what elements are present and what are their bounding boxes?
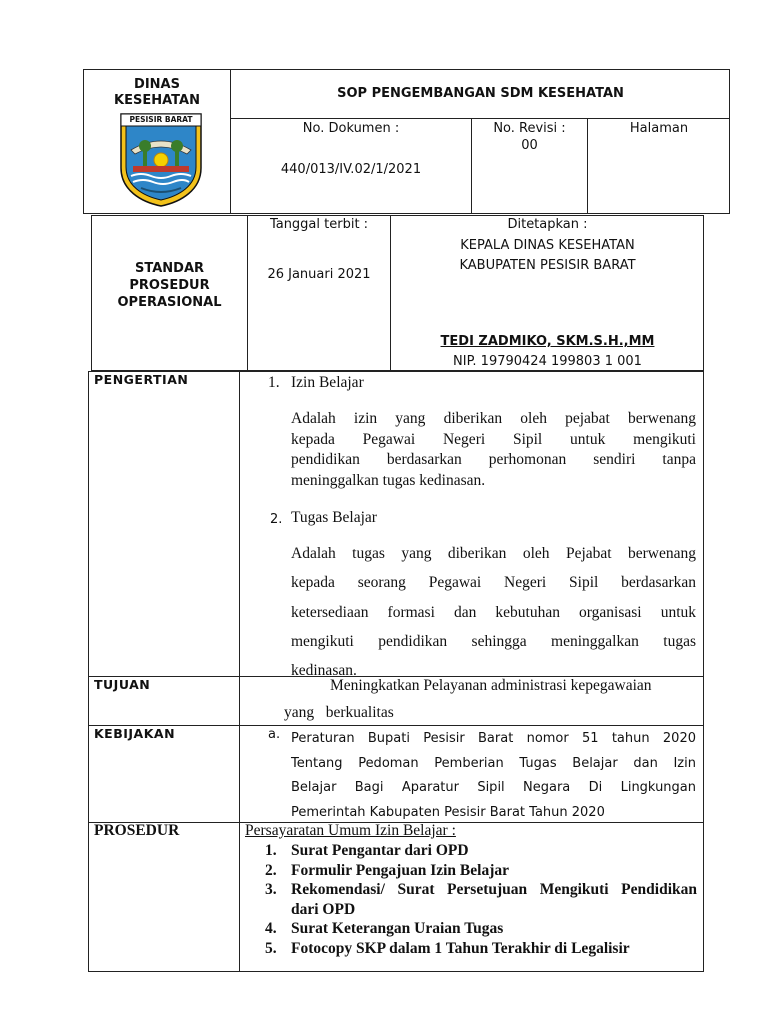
- sop-divider-label: [247, 215, 248, 371]
- sop-label-line-2: PROSEDUR: [129, 278, 210, 293]
- list-item: [265, 841, 697, 861]
- issue-date-label: Tanggal terbit :: [269, 217, 369, 232]
- kebijakan-label: KEBIJAKAN: [94, 726, 176, 741]
- izin-belajar-line-3: pendidikan berdasarkan perhomonan sendiri tanpa: [291, 451, 696, 468]
- page-label: Halaman: [629, 121, 689, 136]
- pengertian-item-2-title: Tugas Belajar: [291, 509, 377, 526]
- list-item-text: Surat Keterangan Uraian Tugas: [291, 920, 504, 937]
- set-by-line-1: KEPALA DINAS KESEHATAN: [460, 238, 635, 253]
- tugas-belajar-line-5: kedinasan.: [291, 662, 357, 680]
- tujuan-line-1: Meningkatkan Pelayanan administrasi kepegawaian: [330, 677, 652, 694]
- kebijakan-line-3: Belajar Bagi Aparatur Sipil Negara Di Lingkungan: [291, 780, 696, 795]
- prosedur-list: [265, 841, 697, 958]
- list-item-number: 4.: [265, 920, 277, 937]
- list-item-text: Surat Pengantar dari OPD: [291, 842, 469, 859]
- signer-nip: NIP. 19790424 199803 1 001: [453, 354, 642, 369]
- kebijakan-item-body: [291, 727, 696, 825]
- list-item: [265, 939, 697, 959]
- tugas-belajar-line-1: Adalah tugas yang diberikan oleh Pejabat berwenang: [291, 545, 696, 562]
- tujuan-line-2: yang berkualitas: [284, 704, 394, 721]
- kebijakan-line-4: Pemerintah Kabupaten Pesisir Barat Tahun 2020: [291, 804, 605, 820]
- set-by-line-2: KABUPATEN PESISIR BARAT: [459, 258, 636, 273]
- doc-number-value: 440/013/IV.02/1/2021: [280, 162, 422, 177]
- pengertian-label: PENGERTIAN: [94, 372, 189, 387]
- list-item-text: Formulir Pengajuan Izin Belajar: [291, 861, 509, 879]
- kebijakan-item-letter: a.: [268, 727, 281, 742]
- tugas-belajar-line-2: kepada seorang Pegawai Negeri Sipil berdasarkan: [291, 574, 696, 592]
- list-item-text: Fotocopy SKP dalam 1 Tahun Terakhir di Legalisir: [291, 939, 630, 957]
- list-item-text-line-1: Rekomendasi/ Surat Persetujuan Mengikuti Pendidikan: [291, 881, 697, 898]
- pengertian-item-2-body: [291, 539, 696, 685]
- tujuan-label: TUJUAN: [94, 677, 151, 692]
- prosedur-label: PROSEDUR: [94, 822, 180, 839]
- list-item-text: [291, 880, 697, 919]
- list-item-text-line-2: dari OPD: [291, 900, 356, 918]
- list-item-number: 1.: [265, 842, 277, 859]
- row-divider-kebijakan: [88, 725, 704, 726]
- signer-name: TEDI ZADMIKO, SKM.S.H.,MM: [440, 334, 655, 349]
- kebijakan-line-2: Tentang Pedoman Pemberian Tugas Belajar dan Izin: [291, 755, 696, 771]
- sop-label-line-3: OPERASIONAL: [117, 295, 222, 310]
- agency-line-2: KESEHATAN: [114, 93, 200, 108]
- header-divider-title: [230, 118, 730, 119]
- list-item: [265, 880, 697, 919]
- izin-belajar-line-2: kepada Pegawai Negeri Sipil untuk mengikuti: [291, 430, 696, 448]
- revision-label: No. Revisi :: [493, 121, 566, 136]
- pengertian-item-2-number: 2.: [270, 512, 283, 527]
- list-item: [265, 919, 697, 939]
- document-title: SOP PENGEMBANGAN SDM KESEHATAN: [337, 86, 624, 101]
- tugas-belajar-line-3: ketersediaan formasi dan kebutuhan organisasi untuk: [291, 603, 696, 621]
- content-divider-label: [239, 371, 240, 972]
- pengertian-item-1-body: [291, 409, 696, 491]
- set-by-title: [391, 236, 704, 276]
- list-item-number: 2.: [265, 861, 277, 879]
- issue-date-value: 26 Januari 2021: [267, 267, 371, 282]
- agency-name: [84, 77, 230, 109]
- agency-line-1: DINAS: [134, 77, 180, 92]
- izin-belajar-line-1: Adalah izin yang diberikan oleh pejabat berwenang: [291, 410, 696, 427]
- list-item: [265, 861, 697, 881]
- revision-value: 00: [521, 138, 538, 153]
- sop-label-line-1: STANDAR: [134, 261, 205, 276]
- list-item-number: 5.: [265, 939, 277, 957]
- set-by-label: Ditetapkan :: [507, 217, 588, 232]
- doc-number-label: No. Dokumen :: [302, 121, 400, 136]
- prosedur-heading: Persayaratan Umum Izin Belajar :: [245, 822, 456, 839]
- pesisir-barat-logo: [117, 110, 205, 208]
- sop-label: [92, 260, 247, 311]
- pengertian-item-1-title: Izin Belajar: [291, 374, 364, 391]
- tugas-belajar-line-4: mengikuti pendidikan sehingga meninggalkan tugas: [291, 632, 696, 650]
- logo-banner-text: PESISIR BARAT: [129, 115, 193, 124]
- pengertian-item-1-number: 1.: [268, 374, 280, 391]
- kebijakan-line-1: Peraturan Bupati Pesisir Barat nomor 51 tahun 2020: [291, 731, 696, 746]
- list-item-number: 3.: [265, 881, 277, 898]
- izin-belajar-line-4: meninggalkan tugas kedinasan.: [291, 471, 486, 489]
